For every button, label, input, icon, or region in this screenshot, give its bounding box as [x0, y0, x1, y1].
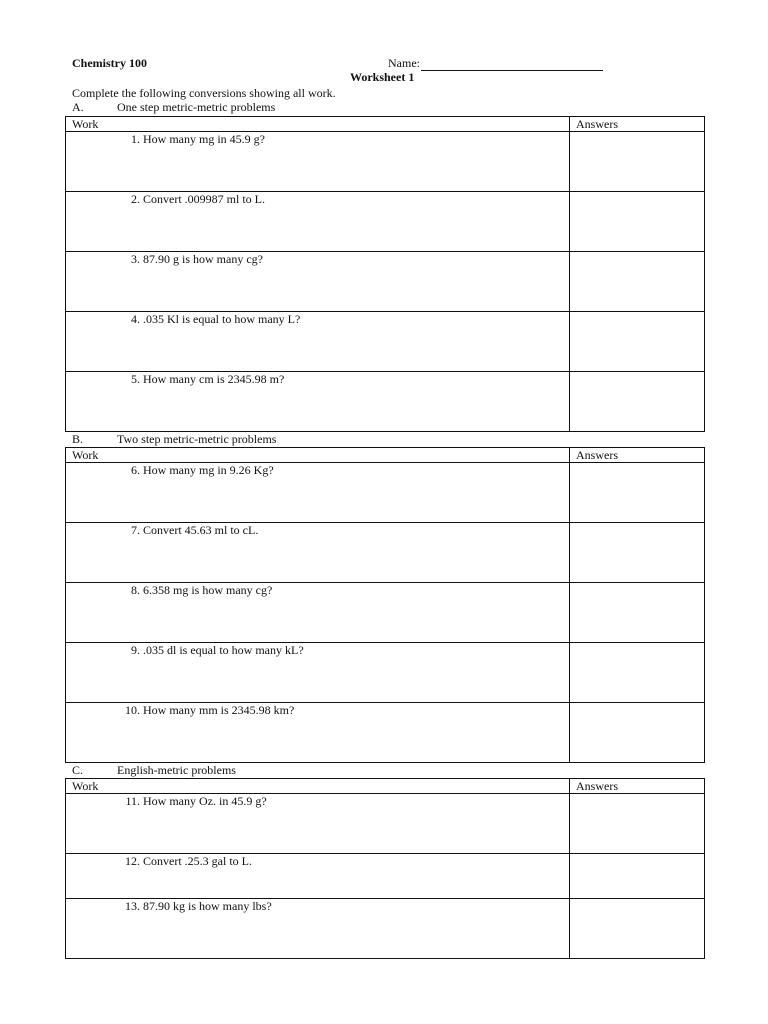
question-number: 2. — [131, 192, 140, 206]
work-cell[interactable] — [66, 523, 570, 583]
answer-cell[interactable] — [570, 854, 705, 899]
work-column-header: Work — [66, 779, 570, 794]
section-a-table — [65, 116, 705, 432]
instructions: Complete the following conversions showing all work. — [72, 86, 336, 100]
answer-cell[interactable] — [570, 252, 705, 312]
question-text: 6.358 mg is how many cg? — [143, 583, 273, 597]
question-row — [66, 583, 705, 643]
answers-column-header: Answers — [570, 779, 705, 794]
work-cell[interactable] — [66, 583, 570, 643]
answer-cell[interactable] — [570, 312, 705, 372]
question-number: 8. — [131, 583, 140, 597]
section-title: Two step metric-metric problems — [117, 432, 277, 446]
question-text: How many Oz. in 45.9 g? — [143, 794, 267, 808]
answer-cell[interactable] — [570, 643, 705, 703]
question-text: 87.90 g is how many cg? — [143, 252, 263, 266]
question-row — [66, 312, 705, 372]
section-letter: C. — [72, 763, 84, 777]
work-column-header: Work — [66, 117, 570, 132]
question-text: Convert 45.63 ml to cL. — [143, 523, 259, 537]
section-a-heading — [72, 100, 275, 114]
question-number: 11. — [125, 794, 140, 808]
question-row — [66, 854, 705, 899]
question-text: Convert .25.3 gal to L. — [143, 854, 252, 868]
question-text: How many cm is 2345.98 m? — [143, 372, 285, 386]
question-row — [66, 252, 705, 312]
answer-cell[interactable] — [570, 794, 705, 854]
question-number: 7. — [131, 523, 140, 537]
answer-cell[interactable] — [570, 372, 705, 432]
answer-cell[interactable] — [570, 523, 705, 583]
answer-cell[interactable] — [570, 192, 705, 252]
table-header-row — [66, 448, 705, 463]
work-cell[interactable] — [66, 132, 570, 192]
question-text: 87.90 kg is how many lbs? — [143, 899, 272, 913]
section-c-heading — [72, 763, 236, 777]
question-row — [66, 643, 705, 703]
work-cell[interactable] — [66, 703, 570, 763]
question-number: 9. — [131, 643, 140, 657]
work-cell[interactable] — [66, 794, 570, 854]
question-row — [66, 132, 705, 192]
name-blank-line[interactable] — [421, 57, 603, 71]
question-row — [66, 372, 705, 432]
question-number: 4. — [131, 312, 140, 326]
work-column-header: Work — [66, 448, 570, 463]
question-number: 12. — [125, 854, 140, 868]
answer-cell[interactable] — [570, 899, 705, 959]
question-text: How many mg in 45.9 g? — [143, 132, 265, 146]
answer-cell[interactable] — [570, 703, 705, 763]
answer-cell[interactable] — [570, 463, 705, 523]
answers-column-header: Answers — [570, 117, 705, 132]
section-letter: A. — [72, 100, 84, 114]
question-number: 5. — [131, 372, 140, 386]
section-b-heading — [72, 432, 276, 446]
section-letter: B. — [72, 432, 84, 446]
question-text: .035 dl is equal to how many kL? — [143, 643, 304, 657]
work-cell[interactable] — [66, 854, 570, 899]
section-c-table — [65, 778, 705, 959]
question-text: How many mg in 9.26 Kg? — [143, 463, 274, 477]
question-text: .035 Kl is equal to how many L? — [143, 312, 301, 326]
name-label: Name: — [388, 56, 420, 70]
question-number: 13. — [125, 899, 140, 913]
question-row — [66, 463, 705, 523]
worksheet-title: Worksheet 1 — [350, 70, 415, 84]
question-row — [66, 899, 705, 959]
question-text: Convert .009987 ml to L. — [143, 192, 265, 206]
question-number: 6. — [131, 463, 140, 477]
question-row — [66, 794, 705, 854]
question-row — [66, 192, 705, 252]
question-text: How many mm is 2345.98 km? — [143, 703, 295, 717]
work-cell[interactable] — [66, 899, 570, 959]
answer-cell[interactable] — [570, 583, 705, 643]
question-row — [66, 703, 705, 763]
name-field[interactable] — [388, 56, 603, 71]
work-cell[interactable] — [66, 463, 570, 523]
work-cell[interactable] — [66, 192, 570, 252]
work-cell[interactable] — [66, 372, 570, 432]
section-b-table — [65, 447, 705, 763]
work-cell[interactable] — [66, 312, 570, 372]
work-cell[interactable] — [66, 643, 570, 703]
answers-column-header: Answers — [570, 448, 705, 463]
question-number: 3. — [131, 252, 140, 266]
question-number: 1. — [131, 132, 140, 146]
course-title: Chemistry 100 — [72, 56, 147, 70]
table-header-row — [66, 779, 705, 794]
question-row — [66, 523, 705, 583]
section-title: English-metric problems — [117, 763, 236, 777]
work-cell[interactable] — [66, 252, 570, 312]
question-number: 10. — [125, 703, 140, 717]
section-title: One step metric-metric problems — [117, 100, 276, 114]
table-header-row — [66, 117, 705, 132]
answer-cell[interactable] — [570, 132, 705, 192]
